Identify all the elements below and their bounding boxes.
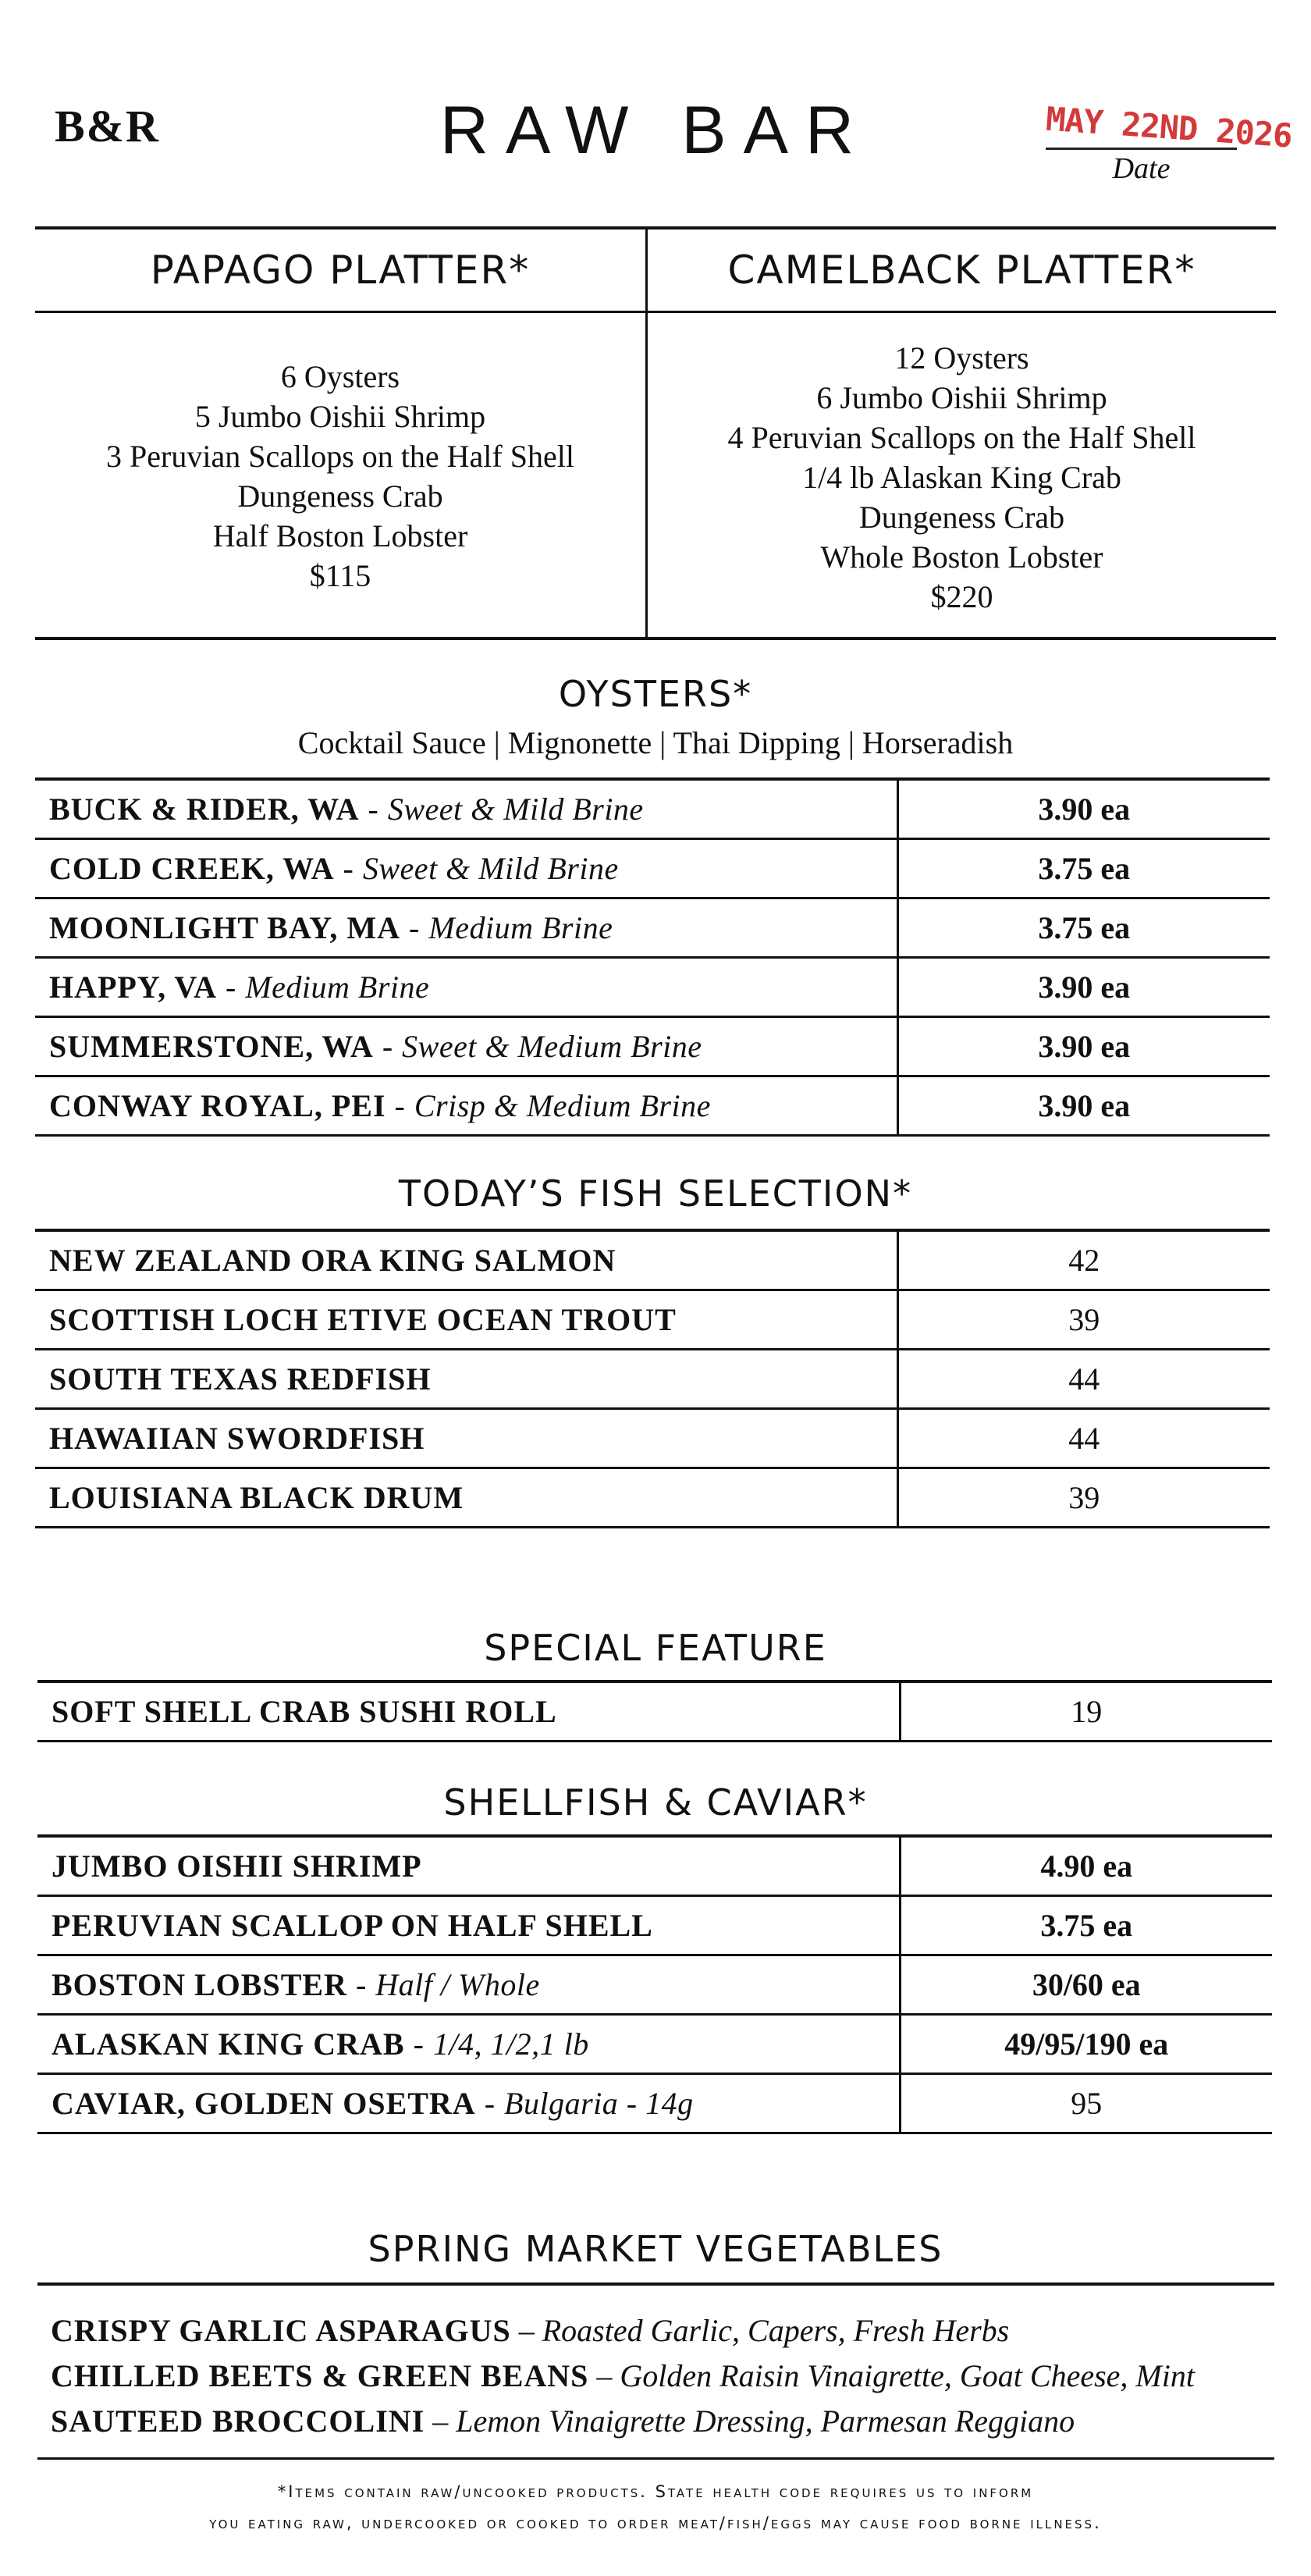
list-item: SAUTEED BROCCOLINI – Lemon Vinaigrette Dressing, Parmesan Reggiano: [51, 2403, 1075, 2439]
platter-contents: [648, 313, 1276, 617]
item-name: SUMMERSTONE, WA: [49, 1029, 374, 1064]
special-table: [37, 1680, 1272, 1742]
platter-item: 4 Peruvian Scallops on the Half Shell: [727, 420, 1196, 455]
platters-section: [35, 226, 1276, 640]
item-name: COLD CREEK, WA: [49, 851, 335, 886]
table-row: [35, 898, 1270, 958]
fish-table: [35, 1229, 1270, 1528]
item-name: JUMBO OISHII SHRIMP: [37, 1836, 900, 1896]
platter-item: 5 Jumbo Oishii Shrimp: [194, 399, 486, 434]
platter-price: $220: [930, 579, 993, 614]
health-footnote: [0, 2476, 1311, 2539]
table-row: [35, 1350, 1270, 1409]
item-name: HAPPY, VA: [49, 970, 217, 1005]
vegetables-title: SPRING MARKET VEGETABLES: [368, 2228, 943, 2270]
item-name-cell: HAPPY, VA - Medium Brine: [35, 958, 897, 1017]
platter-item: Dungeness Crab: [237, 479, 443, 514]
item-price: 3.75 ea: [897, 839, 1270, 898]
platter-item: Whole Boston Lobster: [820, 539, 1103, 575]
item-name-cell: BUCK & RIDER, WA - Sweet & Mild Brine: [35, 779, 897, 839]
item-name-cell: MOONLIGHT BAY, MA - Medium Brine: [35, 898, 897, 958]
item-price: 49/95/190 ea: [900, 2015, 1272, 2074]
item-name: SOUTH TEXAS REDFISH: [35, 1350, 897, 1409]
veg-name: CRISPY GARLIC ASPARAGUS: [51, 2313, 511, 2348]
table-row: [35, 1468, 1270, 1528]
shellfish-title: SHELLFISH & CAVIAR*: [443, 1781, 868, 1823]
platter-item: 6 Jumbo Oishii Shrimp: [816, 380, 1107, 415]
table-row: [35, 779, 1270, 839]
table-row: [35, 1409, 1270, 1468]
item-price: 3.90 ea: [897, 1076, 1270, 1136]
item-name-cell: SUMMERSTONE, WA - Sweet & Medium Brine: [35, 1017, 897, 1076]
item-name: BUCK & RIDER, WA: [49, 792, 360, 827]
platter-item: 3 Peruvian Scallops on the Half Shell: [106, 439, 574, 474]
veg-desc: Golden Raisin Vinaigrette, Goat Cheese, Mint: [620, 2358, 1195, 2393]
oysters-sauces: Cocktail Sauce | Mignonette | Thai Dipping | Horseradish: [297, 725, 1014, 760]
item-desc: Sweet & Mild Brine: [387, 792, 644, 827]
oysters-title: OYSTERS*: [558, 673, 753, 715]
item-name: CONWAY ROYAL, PEI: [49, 1088, 386, 1123]
item-desc: Medium Brine: [428, 910, 613, 945]
item-name: SCOTTISH LOCH ETIVE OCEAN TROUT: [35, 1290, 897, 1350]
item-price: 44: [897, 1409, 1270, 1468]
item-price: 3.75 ea: [897, 898, 1270, 958]
vegetables-list: [51, 2308, 1195, 2444]
item-price: 19: [900, 1681, 1272, 1742]
veg-desc: Lemon Vinaigrette Dressing, Parmesan Reggiano: [456, 2403, 1075, 2439]
item-desc: 1/4, 1/2,1 lb: [432, 2026, 589, 2062]
item-name: ALASKAN KING CRAB: [52, 2026, 405, 2062]
item-price: 39: [897, 1468, 1270, 1528]
item-name: CAVIAR, GOLDEN OSETRA: [52, 2086, 476, 2121]
item-name-cell: BOSTON LOBSTER - Half / Whole: [37, 1955, 900, 2015]
table-row: [37, 2015, 1272, 2074]
fish-title: TODAY’S FISH SELECTION*: [398, 1172, 913, 1215]
platter-price: $115: [309, 558, 371, 593]
item-name: NEW ZEALAND ORA KING SALMON: [35, 1230, 897, 1290]
item-name-cell: COLD CREEK, WA - Sweet & Mild Brine: [35, 839, 897, 898]
item-name: LOUISIANA BLACK DRUM: [35, 1468, 897, 1528]
veg-name: SAUTEED BROCCOLINI: [51, 2403, 425, 2439]
item-desc: Sweet & Medium Brine: [402, 1029, 702, 1064]
brand-logo: B&R: [55, 101, 160, 151]
item-price: 44: [897, 1350, 1270, 1409]
table-row: [37, 1836, 1272, 1896]
item-desc: Bulgaria - 14g: [504, 2086, 694, 2121]
table-row: [35, 839, 1270, 898]
table-row: [37, 1896, 1272, 1955]
footnote-line: *Items contain raw/uncooked products. State health code requires us to inform: [277, 2482, 1034, 2501]
platter-item: 12 Oysters: [894, 340, 1029, 375]
table-row: [35, 1076, 1270, 1136]
item-price: 42: [897, 1230, 1270, 1290]
item-price: 3.90 ea: [897, 958, 1270, 1017]
item-desc: Sweet & Mild Brine: [362, 851, 619, 886]
table-row: [35, 1230, 1270, 1290]
footer-rule: [37, 2457, 1274, 2460]
item-price: 4.90 ea: [900, 1836, 1272, 1896]
item-price: 3.90 ea: [897, 779, 1270, 839]
item-price: 3.75 ea: [900, 1896, 1272, 1955]
date-label: Date: [1112, 152, 1171, 185]
item-desc: Crisp & Medium Brine: [414, 1088, 711, 1123]
date-stamp: MAY 22ND 2026: [1044, 99, 1294, 155]
item-price: 3.90 ea: [897, 1017, 1270, 1076]
shellfish-table: [37, 1834, 1272, 2134]
vegetables-top-rule: [37, 2282, 1274, 2286]
platter-papago: [35, 229, 648, 637]
item-price: 39: [897, 1290, 1270, 1350]
table-row: [35, 958, 1270, 1017]
page-title: RAW BAR: [439, 93, 872, 168]
item-name: SOFT SHELL CRAB SUSHI ROLL: [37, 1681, 900, 1742]
oysters-table: [35, 777, 1270, 1137]
item-desc: Medium Brine: [245, 970, 430, 1005]
item-price: 30/60 ea: [900, 1955, 1272, 2015]
item-name-cell: CAVIAR, GOLDEN OSETRA - Bulgaria - 14g: [37, 2074, 900, 2133]
table-row: [37, 1681, 1272, 1742]
platter-item: Half Boston Lobster: [212, 518, 468, 553]
platter-contents: [35, 313, 645, 596]
platter-name: CAMELBACK PLATTER*: [648, 229, 1276, 313]
special-title: SPECIAL FEATURE: [484, 1627, 827, 1669]
date-box: [1044, 99, 1294, 186]
item-desc: Half / Whole: [375, 1967, 540, 2002]
footnote-line: you eating raw, undercooked or cooked to order meat/fish/eggs may cause food borne illness.: [209, 2514, 1102, 2532]
table-row: [37, 2074, 1272, 2133]
item-name-cell: ALASKAN KING CRAB - 1/4, 1/2,1 lb: [37, 2015, 900, 2074]
item-name-cell: CONWAY ROYAL, PEI - Crisp & Medium Brine: [35, 1076, 897, 1136]
platter-name: PAPAGO PLATTER*: [35, 229, 645, 313]
item-name: MOONLIGHT BAY, MA: [49, 910, 401, 945]
platter-camelback: [648, 229, 1276, 637]
veg-desc: Roasted Garlic, Capers, Fresh Herbs: [542, 2313, 1010, 2348]
list-item: CHILLED BEETS & GREEN BEANS – Golden Raisin Vinaigrette, Goat Cheese, Mint: [51, 2358, 1195, 2393]
item-name: HAWAIIAN SWORDFISH: [35, 1409, 897, 1468]
list-item: CRISPY GARLIC ASPARAGUS – Roasted Garlic, Capers, Fresh Herbs: [51, 2313, 1010, 2348]
item-price: 95: [900, 2074, 1272, 2133]
platter-item: 1/4 lb Alaskan King Crab: [802, 460, 1121, 495]
table-row: [35, 1290, 1270, 1350]
item-name: BOSTON LOBSTER: [52, 1967, 347, 2002]
table-row: [37, 1955, 1272, 2015]
item-name: PERUVIAN SCALLOP ON HALF SHELL: [37, 1896, 900, 1955]
table-row: [35, 1017, 1270, 1076]
platter-item: 6 Oysters: [280, 359, 400, 394]
veg-name: CHILLED BEETS & GREEN BEANS: [51, 2358, 589, 2393]
platter-item: Dungeness Crab: [858, 500, 1065, 535]
